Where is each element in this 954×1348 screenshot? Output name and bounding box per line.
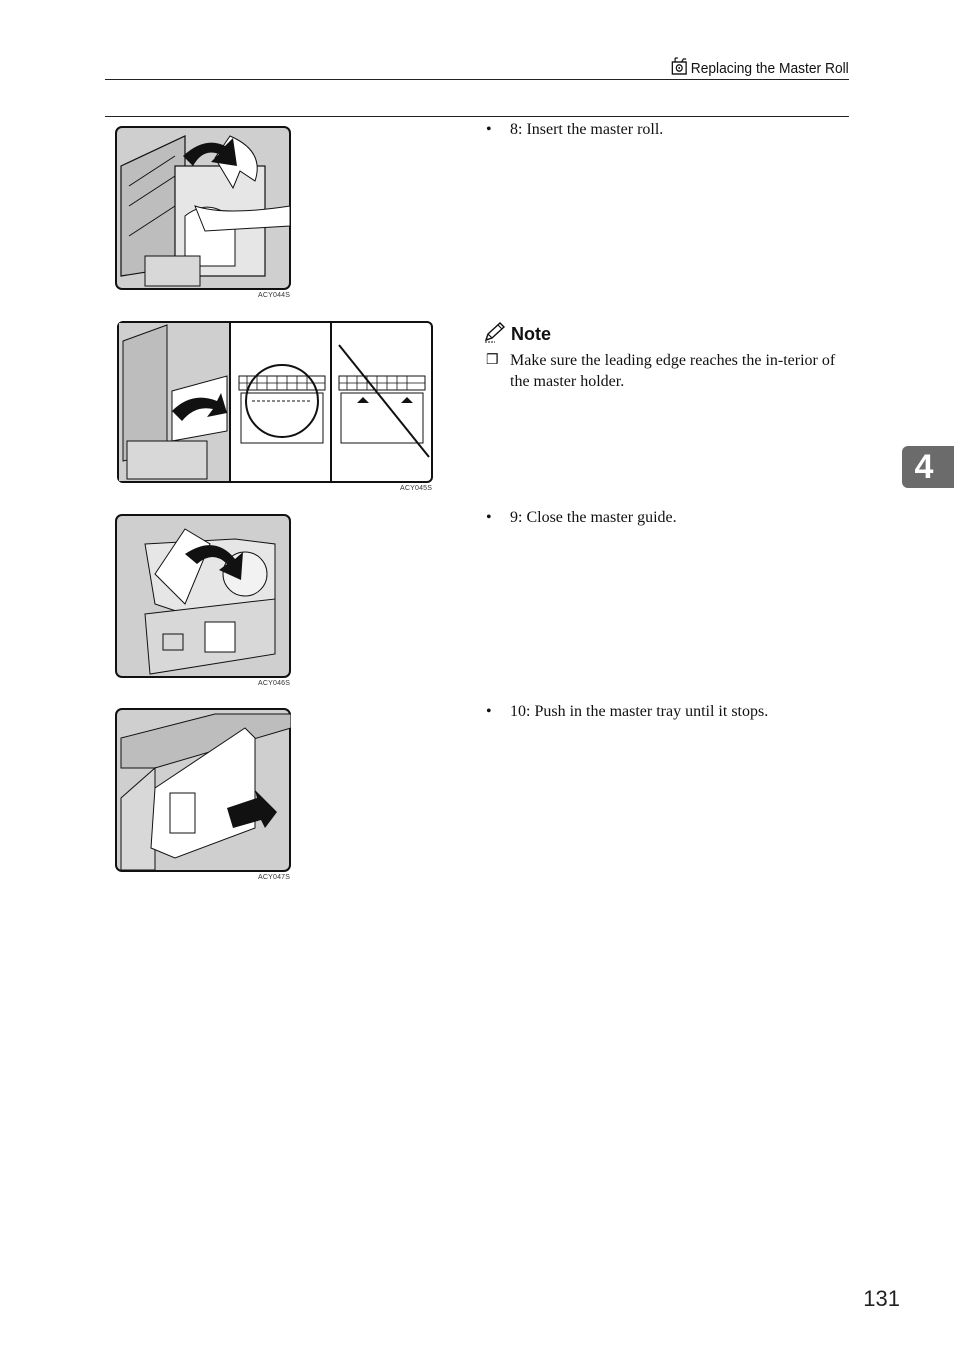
bullet-dot: • xyxy=(486,703,492,720)
step-text: 10: Push in the master tray until it stops. xyxy=(510,703,769,720)
header-rule xyxy=(105,79,849,80)
insert-master-roll-illustration xyxy=(115,126,291,290)
pencil-icon xyxy=(483,321,507,348)
figure-code: ACY044S xyxy=(258,292,291,299)
note-heading xyxy=(483,321,551,348)
leading-edge-illustration xyxy=(117,321,433,483)
figure-code: ACY046S xyxy=(258,680,291,687)
step-9 xyxy=(486,507,677,528)
step-text: 9: Close the master guide. xyxy=(510,509,677,526)
page-number: 131 xyxy=(863,1286,900,1311)
push-master-tray-illustration xyxy=(115,708,291,872)
figure-code: ACY045S xyxy=(400,485,433,492)
figure-code: ACY047S xyxy=(258,874,291,881)
chapter-tab: 4 xyxy=(902,446,954,488)
bullet-dot: • xyxy=(486,121,492,138)
step-text: 8: Insert the master roll. xyxy=(510,121,664,138)
header-title: Replacing the Master Roll xyxy=(690,59,849,77)
checkbox-icon: ❒ xyxy=(486,353,499,368)
running-header xyxy=(672,57,849,79)
note-text: Make sure the leading edge reaches the in-terior of the master holder. xyxy=(510,352,836,390)
section-rule xyxy=(105,116,849,117)
step-10 xyxy=(486,701,768,722)
step-8 xyxy=(486,119,663,140)
note-item xyxy=(486,350,848,392)
close-master-guide-illustration xyxy=(115,514,291,678)
bullet-dot: • xyxy=(486,509,492,526)
note-title: Note xyxy=(511,324,551,344)
master-roll-icon xyxy=(672,57,689,79)
